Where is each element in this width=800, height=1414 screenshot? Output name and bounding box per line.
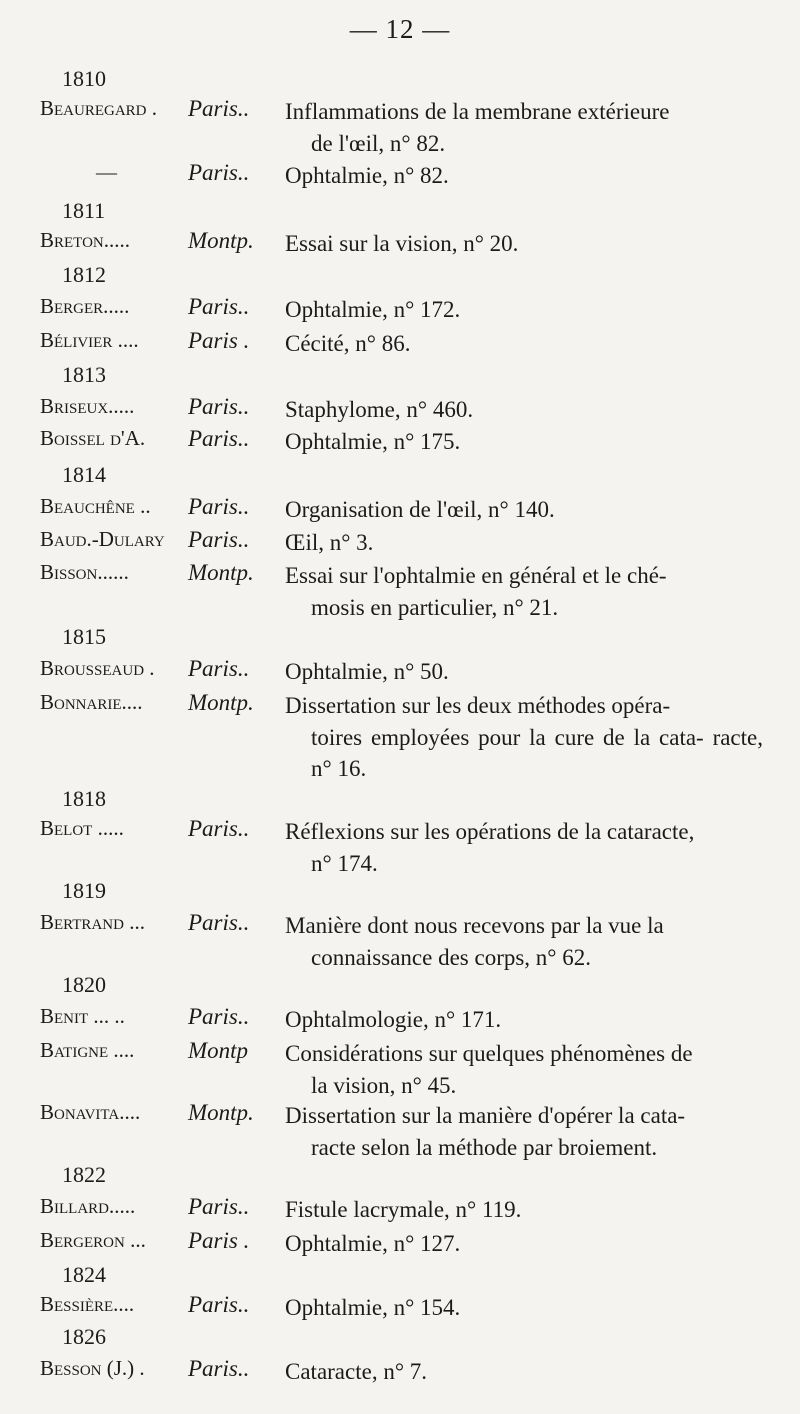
entry-title	[285, 1292, 763, 1324]
entry-author: Benit ... ..	[40, 1004, 125, 1028]
entry-title-continuation: toires employées pour la cure de la cata- racte, n° 16.	[311, 724, 763, 781]
entry-title	[285, 1356, 763, 1388]
entry-author: Bonnarie....	[40, 690, 143, 714]
entry-place: Montp.	[188, 1100, 254, 1125]
entry-author: Bertrand ...	[40, 910, 145, 934]
entry-title-line: Cécité, n° 86.	[285, 331, 411, 356]
entry-place: Paris..	[188, 394, 250, 419]
entry-title	[285, 160, 763, 192]
year-heading: 1813	[62, 362, 106, 387]
entry-title	[285, 560, 763, 623]
entry-author: Bonavita....	[40, 1100, 141, 1124]
entry-title-line: Ophtalmie, n° 154.	[285, 1295, 461, 1320]
entry-title	[285, 328, 763, 360]
entry-title-line: Dissertation sur les deux méthodes opéra-	[285, 693, 671, 718]
entry-place: Paris..	[188, 96, 250, 121]
entry-title-line: Ophtalmie, n° 82.	[285, 163, 449, 188]
entry-place: Paris..	[188, 1356, 250, 1381]
entry-title-line: Cataracte, n° 7.	[285, 1359, 428, 1384]
entry-place: Montp.	[188, 560, 254, 585]
year-heading: 1811	[62, 198, 106, 223]
entry-author: Bergeron ...	[40, 1228, 146, 1252]
year-heading: 1812	[62, 262, 106, 287]
entry-title	[285, 1004, 763, 1036]
entry-author: Baud.-Dulary	[40, 527, 165, 551]
entry-title-line: Manière dont nous recevons par la vue la	[285, 913, 664, 938]
entry-title-line: Fistule lacrymale, n° 119.	[285, 1197, 522, 1222]
entry-title	[285, 494, 763, 526]
entry-place: Montp.	[188, 228, 254, 253]
entry-author: Berger.....	[40, 294, 130, 318]
entry-place: Paris..	[188, 656, 250, 681]
entry-title-line: Ophtalmie, n° 127.	[285, 1231, 461, 1256]
entry-place: Paris .	[188, 328, 250, 353]
entry-title-line: Essai sur la vision, n° 20.	[285, 231, 519, 256]
entry-title-line: Inflammations de la membrane extérieure	[285, 99, 670, 124]
entry-author: Boissel d'A.	[40, 426, 146, 450]
page-number: — 12 —	[349, 14, 451, 44]
entry-title-line: Essai sur l'ophtalmie en général et le ché-	[285, 563, 667, 588]
entry-title	[285, 527, 763, 559]
entry-place: Paris .	[188, 1228, 250, 1253]
entry-title-line: Œil, n° 3.	[285, 530, 374, 555]
entry-place: Paris..	[188, 1292, 250, 1317]
year-heading: 1810	[62, 66, 106, 91]
entry-title-continuation: de l'œil, n° 82.	[311, 130, 446, 156]
entry-author: Bisson......	[40, 560, 129, 584]
entry-title-continuation: connaissance des corps, n° 62.	[311, 944, 592, 970]
entry-title	[285, 294, 763, 326]
entry-place: Paris..	[188, 294, 250, 319]
year-heading: 1818	[62, 786, 106, 811]
entry-title-line: Ophtalmie, n° 50.	[285, 659, 449, 684]
entry-author: Besson (J.) .	[40, 1356, 145, 1380]
entry-title-continuation: la vision, n° 45.	[311, 1072, 457, 1098]
entry-author: Briseux.....	[40, 394, 135, 418]
entry-place: Montp.	[188, 690, 254, 715]
entry-place: Paris..	[188, 160, 250, 185]
year-heading: 1820	[62, 972, 106, 997]
entry-author: Beauregard .	[40, 96, 158, 120]
entry-title-line: Dissertation sur la manière d'opérer la cata-	[285, 1103, 686, 1128]
entry-place: Paris..	[188, 1004, 250, 1029]
entry-title	[285, 394, 763, 426]
entry-author: Billard.....	[40, 1194, 136, 1218]
entry-title-continuation: n° 174.	[311, 850, 378, 876]
entry-place: Paris..	[188, 910, 250, 935]
entry-title-line: Ophtalmie, n° 172.	[285, 297, 461, 322]
entry-author: Batigne ....	[40, 1038, 135, 1062]
entry-author: Beauchêne ..	[40, 494, 151, 518]
entry-title	[285, 1228, 763, 1260]
entry-title	[285, 228, 763, 260]
entry-title	[285, 426, 763, 458]
entry-title	[285, 1100, 763, 1163]
entry-title	[285, 690, 763, 785]
entry-author: Bessière....	[40, 1292, 135, 1316]
entry-title	[285, 816, 763, 879]
entry-title	[285, 656, 763, 688]
entry-title-line: Staphylome, n° 460.	[285, 397, 474, 422]
entry-author: Belot .....	[40, 816, 124, 840]
year-heading: 1819	[62, 878, 106, 903]
entry-place: Montp	[188, 1038, 249, 1063]
entry-title-line: Organisation de l'œil, n° 140.	[285, 497, 555, 522]
entry-place: Paris..	[188, 816, 250, 841]
year-heading: 1822	[62, 1162, 106, 1187]
year-heading: 1826	[62, 1324, 106, 1349]
entry-place: Paris..	[188, 426, 250, 451]
entry-title-continuation: mosis en particulier, n° 21.	[311, 594, 559, 620]
entry-title-continuation: racte selon la méthode par broiement.	[311, 1134, 658, 1160]
entry-place: Paris..	[188, 1194, 250, 1219]
entry-author: —	[96, 160, 117, 184]
entry-title	[285, 1038, 763, 1101]
entry-title	[285, 1194, 763, 1226]
entry-title-line: Réflexions sur les opérations de la cataracte,	[285, 819, 695, 844]
entry-title-line: Ophtalmologie, n° 171.	[285, 1007, 502, 1032]
entry-author: Breton.....	[40, 228, 130, 252]
year-heading: 1815	[62, 624, 106, 649]
entry-title	[285, 910, 763, 973]
entry-author: Bélivier ....	[40, 328, 139, 352]
entry-title	[285, 96, 763, 159]
entry-author: Brousseaud .	[40, 656, 155, 680]
entry-place: Paris..	[188, 494, 250, 519]
year-heading: 1814	[62, 462, 106, 487]
entry-place: Paris..	[188, 527, 250, 552]
entry-title-line: Considérations sur quelques phénomènes de	[285, 1041, 693, 1066]
year-heading: 1824	[62, 1262, 106, 1287]
entry-title-line: Ophtalmie, n° 175.	[285, 429, 461, 454]
